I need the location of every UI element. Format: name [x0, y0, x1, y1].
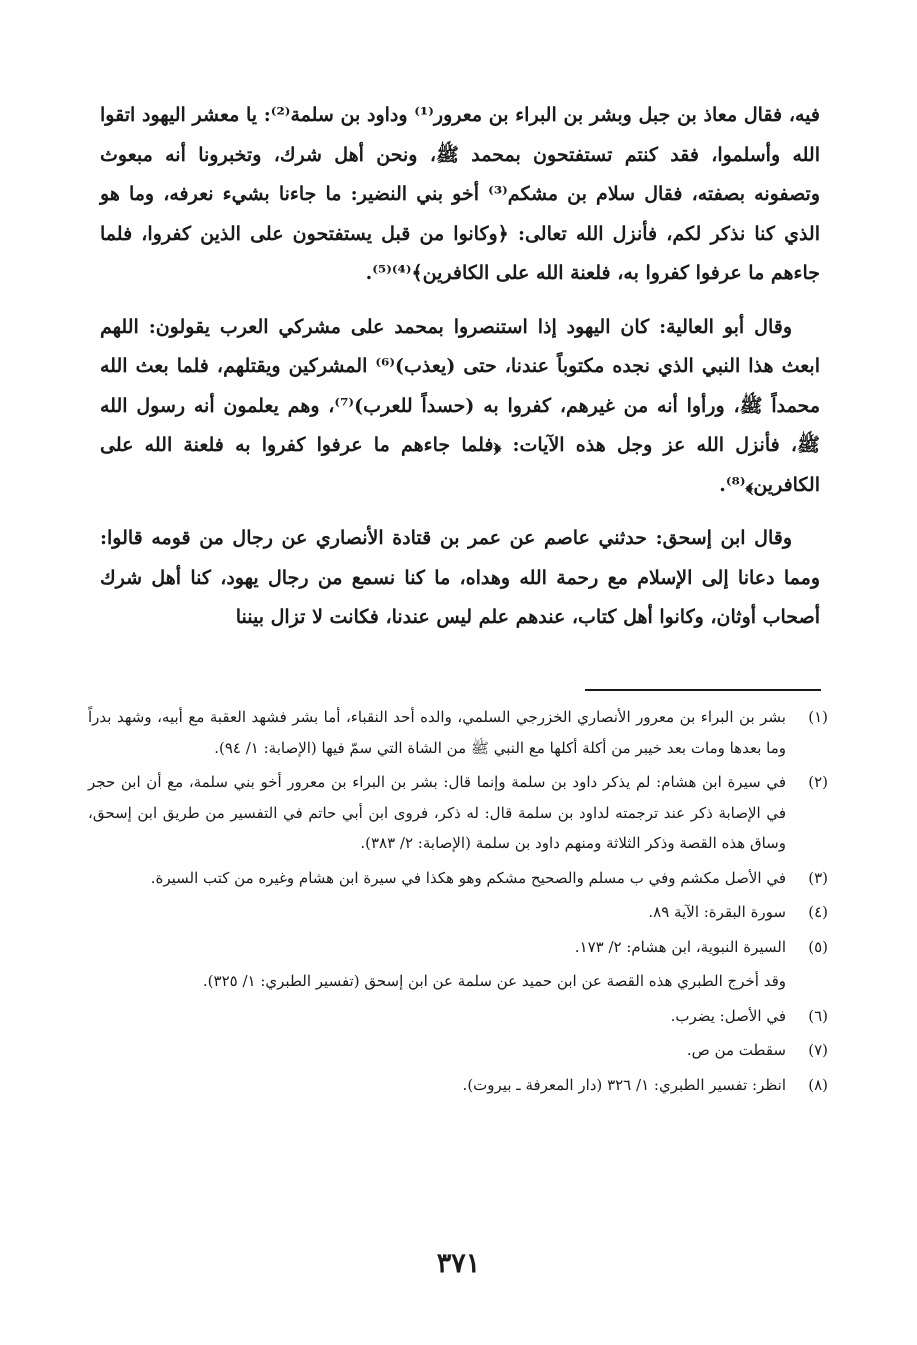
- footnote-number: (٦): [808, 1006, 828, 1025]
- footnote-number: (٢): [808, 773, 828, 791]
- footnote-number: (٤): [808, 903, 828, 921]
- footnote-2: [88, 767, 828, 859]
- footnote-8: [88, 1070, 828, 1101]
- footnote-6: [88, 1001, 828, 1032]
- footnote-text: السيرة النبوية، ابن هشام: ٢/ ١٧٣.: [574, 937, 786, 956]
- footnote-number: (٨): [808, 1075, 828, 1094]
- page-number: ٣٧١: [436, 1248, 481, 1279]
- footnote-text: انظر: تفسير الطبري: ١/ ٣٢٦ (دار المعرفة ـ بيروت).: [462, 1075, 786, 1094]
- paragraph-2: وقال أبو العالية: كان اليهود إذا استنصروا بمحمد على مشركي العرب يقولون: اللهم ابعث هذا النبي الذي نجده مكتوباً عندنا، حتى (يعذب)⁽⁶⁾ المشركين ويقتلهم، فلما بعث الله محمداً ﷺ، ورأوا أنه من غيرهم، كفروا به (حسداً للعرب)⁽⁷⁾، وهم يعلمون أنه رسول الله ﷺ، فأنزل الله عز وجل هذه الآيات: ﴿فلما جاءهم ما عرفوا كفروا به فلعنة الله على الكافرين﴾⁽⁸⁾.: [100, 315, 820, 496]
- footnote-number: (١): [808, 708, 828, 726]
- footnote-text: في الأصل مكشم وفي ب مسلم والصحيح مشكم وهو هكذا في سيرة ابن هشام وغيره من كتب السيرة.: [150, 868, 786, 887]
- footnote-text: في سيرة ابن هشام: لم يذكر داود بن سلمة وإنما قال: بشر بن البراء بن معرور أخو بني سلمة، مع أن ابن حجر في الإصابة ذكر عند ترجمته لداود بن سلمة قال: له ذكر، فروى ابن أبي حاتم في التفسير من طريق ابن إسحق، وساق هذه القصة وذكر الثلاثة ومنهم داود بن سلمة (الإصابة: ٢/ ٣٨٣).: [88, 773, 786, 852]
- footnote-number: (٥): [808, 937, 828, 956]
- footnotes: [88, 702, 828, 1104]
- paragraph-3: وقال ابن إسحق: حدثني عاصم عن عمر بن قتادة الأنصاري عن رجال من قومه قالوا: ومما دعانا إلى الإسلام مع رحمة الله وهداه، ما كنا نسمع من رجال يهود، كنا أهل شرك أصحاب أوثان، وكانوا أهل كتاب، عندهم علم ليس عندنا، فكانت لا تزال بيننا: [100, 527, 820, 628]
- footnote-4: [88, 897, 828, 928]
- footnote-number: (٣): [808, 868, 828, 887]
- footnote-3: [88, 863, 828, 894]
- footnote-1: [88, 702, 828, 763]
- footnote-7: [88, 1035, 828, 1066]
- footnote-text: بشر بن البراء بن معرور الأنصاري الخزرجي السلمي، والده أحد النقباء، أما بشر فشهد العقبة مع أبيه، وشهد بدراً وما بعدها ومات بعد خيبر من أكلة أكلها مع النبي ﷺ من الشاة التي سمّ فيها (الإصابة: ١/ ٩٤).: [88, 708, 786, 757]
- main-text: [100, 96, 820, 652]
- footnote-5-continuation: وقد أخرج الطبري هذه القصة عن ابن حميد عن سلمة عن ابن إسحق (تفسير الطبري: ١/ ٣٢٥).: [202, 972, 786, 990]
- footnote-5: [88, 932, 828, 963]
- footnote-text: سقطت من ص.: [686, 1041, 786, 1059]
- footnote-separator: [585, 689, 821, 691]
- footnote-text: في الأصل: يضرب.: [670, 1006, 786, 1025]
- footnote-number: (٧): [808, 1041, 828, 1059]
- paragraph-1: فيه، فقال معاذ بن جبل وبشر بن البراء بن معرور⁽¹⁾ وداود بن سلمة⁽²⁾: يا معشر اليهود اتقوا الله وأسلموا، فقد كنتم تستفتحون بمحمد ﷺ، ونحن أهل شرك، وتخبرونا أنه مبعوث وتصفونه بصفته، فقال سلام بن مشكم⁽³⁾ أخو بني النضير: ما جاءنا بشيء نعرفه، وما هو الذي كنا نذكر لكم، فأنزل الله تعالى: ﴿وكانوا من قبل يستفتحون على الذين كفروا، فلما جاءهم ما عرفوا كفروا به، فلعنة الله على الكافرين﴾⁽⁴⁾⁽⁵⁾.: [100, 104, 821, 284]
- footnote-text: سورة البقرة: الآية ٨٩.: [648, 903, 786, 921]
